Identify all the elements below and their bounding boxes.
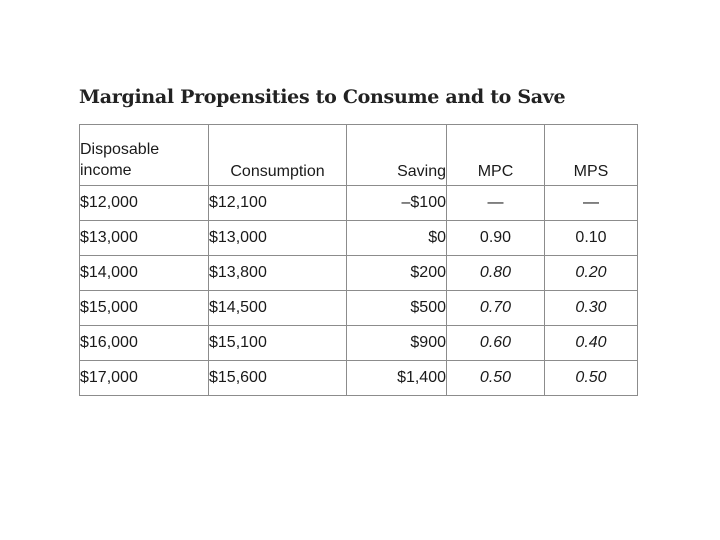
cell-consumption: $14,500 bbox=[209, 291, 347, 326]
cell-consumption: $15,600 bbox=[209, 361, 347, 396]
table-body bbox=[80, 186, 638, 396]
cell-consumption: $13,800 bbox=[209, 256, 347, 291]
header-income-line1: Disposable bbox=[80, 141, 160, 158]
cell-income: $15,000 bbox=[80, 291, 209, 326]
cell-mps: 0.40 bbox=[545, 326, 638, 361]
cell-saving: –$100 bbox=[347, 186, 447, 221]
cell-mpc: 0.70 bbox=[447, 291, 545, 326]
header-row bbox=[80, 125, 638, 186]
table-title: Marginal Propensities to Consume and to Save bbox=[79, 86, 566, 108]
cell-mpc: 0.60 bbox=[447, 326, 545, 361]
cell-income: $14,000 bbox=[80, 256, 209, 291]
cell-income: $16,000 bbox=[80, 326, 209, 361]
mpc-mps-table bbox=[79, 124, 638, 396]
header-disposable-income bbox=[80, 125, 209, 186]
cell-income: $12,000 bbox=[80, 186, 209, 221]
cell-consumption: $15,100 bbox=[209, 326, 347, 361]
cell-mps: 0.10 bbox=[545, 221, 638, 256]
cell-mpc: — bbox=[447, 186, 545, 221]
cell-saving: $200 bbox=[347, 256, 447, 291]
header-mpc: MPC bbox=[447, 125, 545, 186]
table-row bbox=[80, 186, 638, 221]
cell-mpc: 0.80 bbox=[447, 256, 545, 291]
cell-saving: $900 bbox=[347, 326, 447, 361]
cell-mps: 0.30 bbox=[545, 291, 638, 326]
header-saving: Saving bbox=[347, 125, 447, 186]
table-row bbox=[80, 326, 638, 361]
cell-mps: 0.50 bbox=[545, 361, 638, 396]
table-row bbox=[80, 291, 638, 326]
cell-saving: $500 bbox=[347, 291, 447, 326]
cell-mps: — bbox=[545, 186, 638, 221]
cell-mps: 0.20 bbox=[545, 256, 638, 291]
header-mps: MPS bbox=[545, 125, 638, 186]
header-income-line2: income bbox=[80, 162, 132, 179]
cell-consumption: $13,000 bbox=[209, 221, 347, 256]
cell-saving: $0 bbox=[347, 221, 447, 256]
cell-income: $17,000 bbox=[80, 361, 209, 396]
table-row bbox=[80, 221, 638, 256]
header-consumption: Consumption bbox=[209, 125, 347, 186]
table-row bbox=[80, 256, 638, 291]
cell-consumption: $12,100 bbox=[209, 186, 347, 221]
cell-income: $13,000 bbox=[80, 221, 209, 256]
cell-mpc: 0.50 bbox=[447, 361, 545, 396]
cell-mpc: 0.90 bbox=[447, 221, 545, 256]
table-row bbox=[80, 361, 638, 396]
cell-saving: $1,400 bbox=[347, 361, 447, 396]
